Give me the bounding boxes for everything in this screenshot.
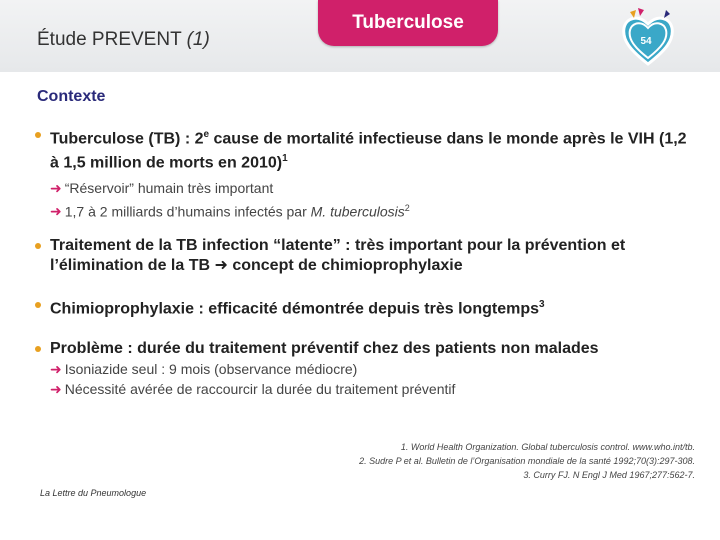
bullet-text-continued: concept de chimioprophylaxie [227, 257, 463, 275]
bullet-dot [35, 346, 41, 352]
reference-line: 1. World Health Organization. Global tuberculosis control. www.who.int/tb. [400, 442, 695, 452]
arrow-right-icon: ➜ [214, 257, 228, 275]
page-number: 54 [640, 36, 652, 47]
reference-superscript: 2 [404, 202, 410, 213]
sub-item-text: “Réservoir” humain très important [64, 179, 274, 196]
bullet-text-continued: cause de mortalité infectieuse dans le monde après le VIH (1,2 à 1,5 million de morts en 2010) [50, 130, 687, 172]
bullet-item [35, 125, 690, 174]
sub-item-italic: M. tuberculosis [310, 203, 405, 220]
sub-item [35, 379, 690, 399]
arrow-right-icon: ➜ [50, 179, 62, 196]
bullet-dot [35, 302, 41, 308]
bullet-dot [35, 243, 41, 249]
references [359, 440, 695, 482]
study-title-ref: (1) [186, 29, 210, 50]
bullet-text: Problème : durée du traitement préventif chez des patients non malades [50, 339, 599, 357]
sub-item [35, 178, 690, 198]
bullet-text: Chimioprophylaxie : efficacité démontrée depuis très longtemps [50, 300, 539, 318]
section-tab-label: Tuberculose [352, 12, 464, 33]
reference-superscript: 3 [539, 299, 545, 311]
content-list [35, 125, 690, 399]
sub-item-text: Nécessité avérée de raccourcir la durée du traitement préventif [64, 380, 456, 397]
bullet-item [35, 295, 690, 319]
reference-line: 2. Sudre P et al. Bulletin de l’Organisation mondiale de la santé 1992;70(3):297-308. [359, 456, 695, 466]
sub-item [35, 359, 690, 379]
section-title: Contexte [37, 88, 106, 105]
reference-superscript: 1 [282, 153, 288, 165]
footer-source: La Lettre du Pneumologue [40, 488, 147, 498]
study-title-text: Étude PREVENT [37, 29, 182, 50]
arrow-right-icon: ➜ [50, 203, 62, 220]
sub-item [35, 198, 690, 222]
bullet-text: Traitement de la TB infection “latente” : très important pour la prévention et l’élimination de la TB [50, 237, 626, 275]
bullet-item [35, 339, 690, 359]
arrow-right-icon: ➜ [50, 360, 62, 377]
bullet-text: Tuberculose (TB) : 2 [50, 130, 204, 148]
sub-item-text: Isoniazide seul : 9 mois (observance médiocre) [64, 360, 358, 377]
bullet-superscript: e [203, 129, 210, 140]
page-title [37, 29, 210, 51]
sub-item-text: 1,7 à 2 milliards d’humains infectés par [64, 203, 311, 220]
arrow-right-icon: ➜ [50, 380, 62, 397]
reference-line: 3. Curry FJ. N Engl J Med 1967;277:562-7. [523, 470, 695, 480]
bullet-item [35, 236, 690, 276]
bullet-dot [35, 132, 41, 138]
